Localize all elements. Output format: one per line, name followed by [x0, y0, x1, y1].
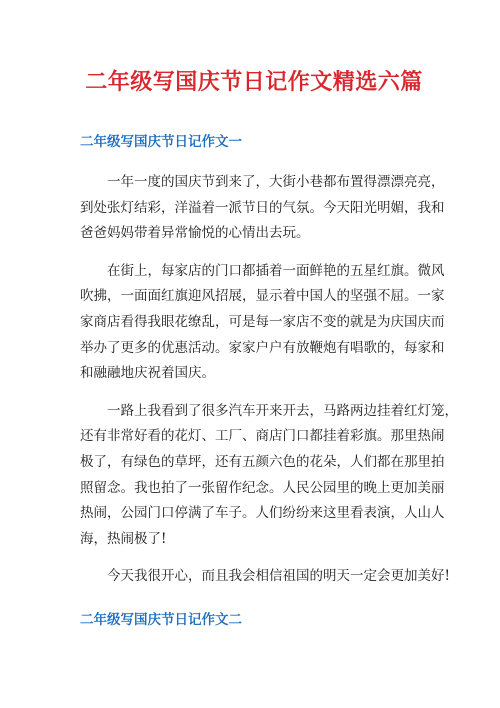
document-title: 二年级写国庆节日记作文精选六篇 [85, 70, 423, 95]
paragraph-line: 到处张灯结彩，洋溢着一派节日的气氛。今天阳光明媚，我和 [80, 199, 445, 216]
paragraph-line: 一年一度的国庆节到来了，大街小巷都布置得漂漂亮亮， [107, 174, 445, 190]
paragraph-4 [80, 564, 450, 590]
paragraph-line: 爸爸妈妈带着异常愉悦的心情出去玩。 [80, 225, 310, 242]
paragraph-line: 今天我很开心，而且我会相信祖国的明天一定会更加美好! [107, 568, 450, 585]
paragraph-line: 热闹，公园门口停满了车子。人们纷纷来这里看表演，人山人 [80, 505, 445, 522]
section-heading-1: 二年级写国庆节日记作文一 [80, 134, 242, 150]
paragraph-line: 和融融地庆祝着国庆。 [80, 365, 215, 382]
paragraph-1 [80, 170, 445, 247]
paragraph-2 [80, 259, 445, 387]
paragraph-line: 海，热闹极了! [80, 530, 167, 547]
section-heading-2: 二年级写国庆节日记作文二 [80, 611, 242, 628]
paragraph-line: 一路上我看到了很多汽车开来开去，马路两边挂着红灯笼， [107, 402, 458, 419]
paragraph-line: 还有非常好看的花灯、工厂、商店门口都挂着彩旗。那里热闹 [80, 428, 445, 445]
paragraph-3 [80, 399, 458, 553]
paragraph-line: 举办了更多的优惠活动。家家户户有放鞭炮有唱歌的，每家和 [80, 339, 445, 356]
paragraph-line: 吹拂，一面面红旗迎风招展，显示着中国人的坚强不屈。一家 [80, 288, 445, 305]
paragraph-line: 家商店看得我眼花缭乱，可是每一家店不变的就是为庆国庆而 [80, 313, 445, 330]
paragraph-line: 极了，有绿色的草坪，还有五颜六色的花朵，人们都在那里拍 [80, 453, 445, 470]
paragraph-line: 照留念。我也拍了一张留作纪念。人民公园里的晚上更加美丽 [80, 479, 445, 496]
paragraph-line: 在街上，每家店的门口都插着一面鲜艳的五星红旗。微风 [107, 262, 445, 279]
